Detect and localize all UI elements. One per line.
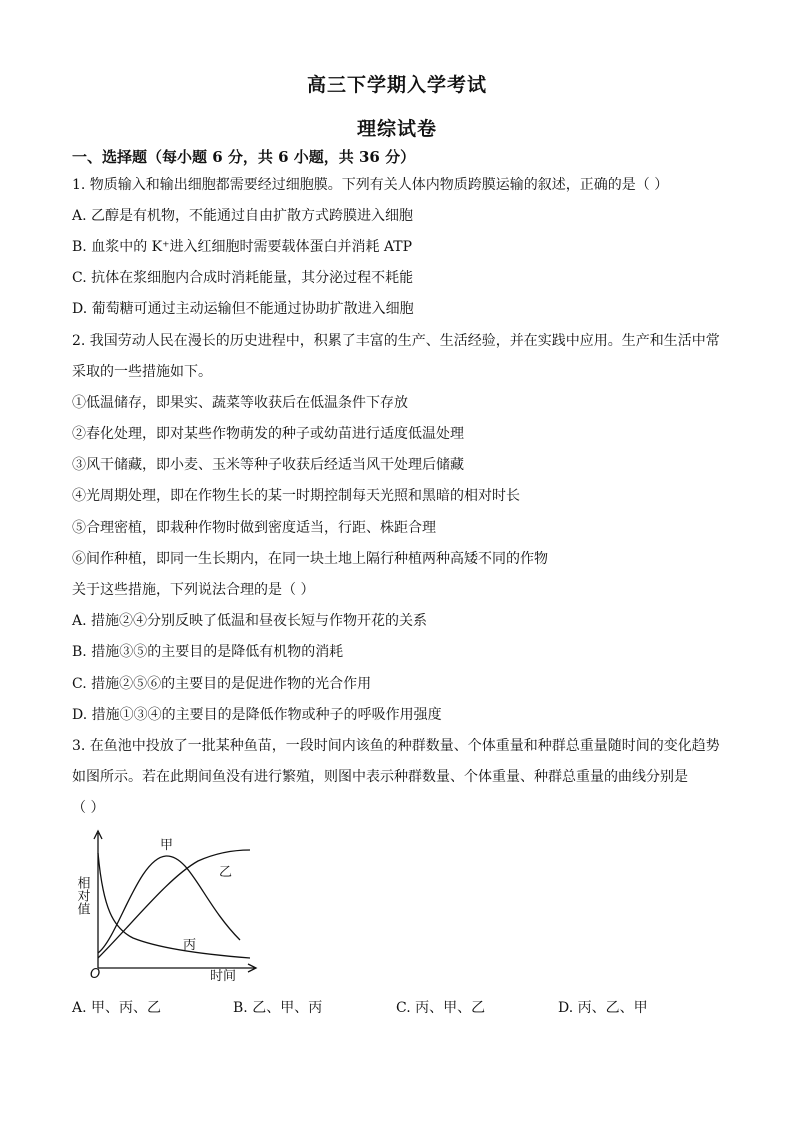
q1-option-b: B. 血浆中的 K⁺进入红细胞时需要载体蛋白并消耗 ATP — [72, 239, 413, 255]
q2-question: 关于这些措施，下列说法合理的是（ ） — [72, 582, 315, 598]
q2-option-a: A. 措施②④分别反映了低温和昼夜长短与作物开花的关系 — [72, 613, 428, 629]
q2-option-c: C. 措施②⑤⑥的主要目的是促进作物的光合作用 — [72, 676, 372, 692]
curve-jia-label: 甲 — [160, 838, 174, 853]
q3-option-c: C. 丙、甲、乙 — [396, 1000, 486, 1016]
q2-measure-1: ①低温储存，即果实、蔬菜等收获后在低温条件下存放 — [72, 395, 408, 411]
q3-stem-line3: （ ） — [72, 800, 105, 816]
q3-figure — [74, 828, 268, 988]
q2-measure-3: ③风干储藏，即小麦、玉米等种子收获后经适当风干处理后储藏 — [72, 457, 464, 473]
q1-option-a: A. 乙醇是有机物，不能通过自由扩散方式跨膜进入细胞 — [72, 208, 414, 224]
q3-stem-line1: 3. 在鱼池中投放了一批某种鱼苗，一段时间内该鱼的种群数量、个体重量和种群总重量随时间的变化趋势 — [72, 738, 720, 754]
q2-measure-6: ⑥间作种植，即同一生长期内，在同一块土地上隔行种植两种高矮不同的作物 — [72, 551, 548, 567]
q2-measure-4: ④光周期处理，即在作物生长的某一时期控制每天光照和黑暗的相对时长 — [72, 488, 520, 504]
curve-bing-label: 丙 — [183, 938, 197, 953]
origin-label: O — [90, 967, 101, 982]
q1-stem: 1. 物质输入和输出细胞都需要经过细胞膜。下列有关人体内物质跨膜运输的叙述，正确的是（ ） — [72, 177, 669, 193]
section-heading: 一、选择题（每小题 6 分，共 6 小题，共 36 分） — [72, 148, 416, 166]
x-axis-label: 时间 — [210, 969, 237, 984]
exam-title: 高三下学期入学考试 — [306, 74, 487, 96]
exam-subtitle: 理综试卷 — [356, 118, 437, 140]
curve-yi-label: 乙 — [219, 865, 233, 880]
q1-option-d: D. 葡萄糖可通过主动运输但不能通过协助扩散进入细胞 — [72, 301, 414, 317]
q3-option-b: B. 乙、甲、丙 — [233, 1000, 323, 1016]
q2-option-d: D. 措施①③④的主要目的是降低作物或种子的呼吸作用强度 — [72, 707, 442, 723]
q2-stem-line1: 2. 我国劳动人民在漫长的历史进程中，积累了丰富的生产、生活经验，并在实践中应用。生产和生活中常 — [72, 333, 720, 349]
q3-option-a: A. 甲、丙、乙 — [72, 1000, 162, 1016]
q2-measure-2: ②春化处理，即对某些作物萌发的种子或幼苗进行适度低温处理 — [72, 426, 464, 442]
q2-option-b: B. 措施③⑤的主要目的是降低有机物的消耗 — [72, 644, 344, 660]
y-axis-label: 相对值 — [74, 876, 90, 915]
q3-option-d: D. 丙、乙、甲 — [558, 1000, 648, 1016]
q3-stem-line2: 如图所示。若在此期间鱼没有进行繁殖，则图中表示种群数量、个体重量、种群总重量的曲线分别是 — [72, 769, 688, 785]
q2-stem-line2: 采取的一些措施如下。 — [72, 364, 212, 380]
q1-option-c: C. 抗体在浆细胞内合成时消耗能量，其分泌过程不耗能 — [72, 270, 414, 286]
q2-measure-5: ⑤合理密植，即栽种作物时做到密度适当，行距、株距合理 — [72, 520, 436, 536]
